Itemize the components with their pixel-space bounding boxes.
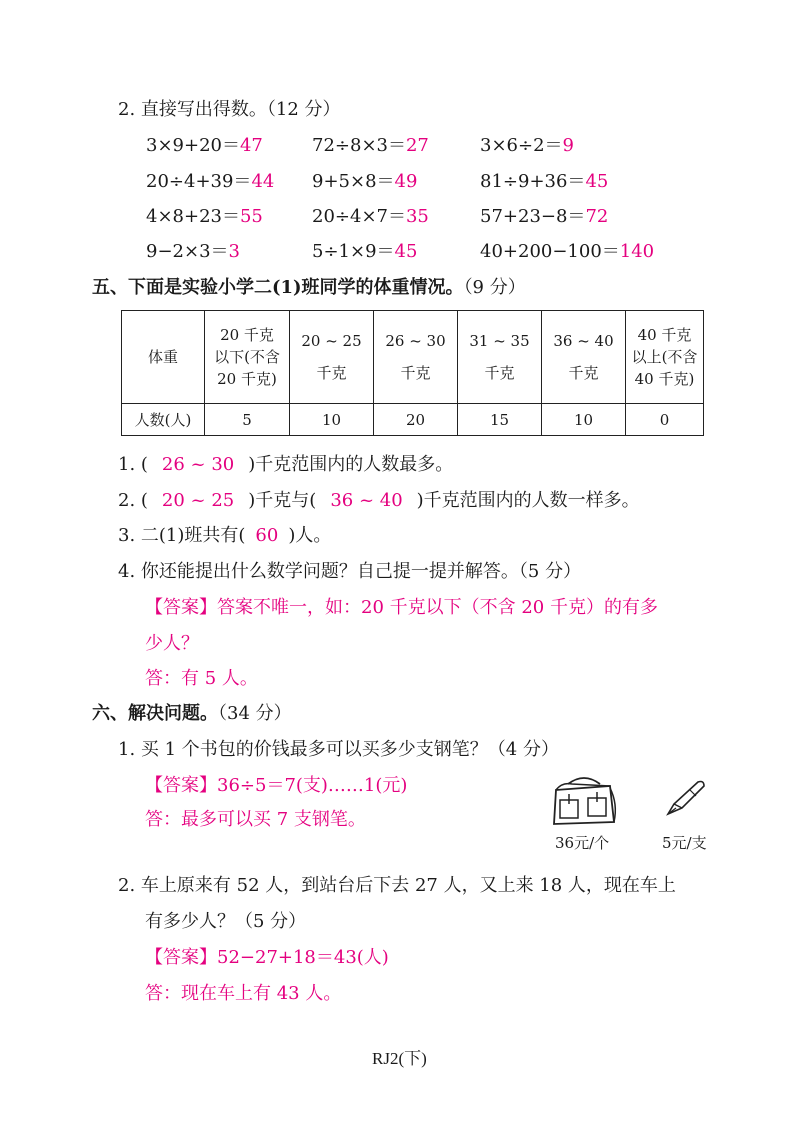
calc-item: 5÷1×9＝45 bbox=[312, 241, 418, 262]
s5-q4-answer-line3: 答：有 5 人。 bbox=[145, 668, 258, 689]
section5-heading: 五、下面是实验小学二(1)班同学的体重情况。（9 分） bbox=[92, 277, 526, 298]
calc-item: 20÷4+39＝44 bbox=[146, 171, 275, 192]
calc-item: 20÷4×7＝35 bbox=[312, 206, 429, 227]
calc-item: 40+200−100＝140 bbox=[480, 241, 655, 262]
table-header-cell: 36 ~ 40 千克 bbox=[542, 311, 626, 404]
pen-icon bbox=[664, 778, 708, 818]
table-header-cell: 40 千克 以上(不含 40 千克) bbox=[626, 311, 704, 404]
s6-q2-answer-line2: 答：现在车上有 43 人。 bbox=[145, 983, 342, 1004]
calc-item: 9−2×3＝3 bbox=[146, 241, 240, 262]
bag-price: 36元/个 bbox=[555, 834, 610, 852]
s5-question-2: 2. ( 20 ~ 25 )千克与( 36 ~ 40 )千克范围内的人数一样多。 bbox=[118, 490, 640, 511]
table-row bbox=[122, 404, 704, 436]
s5-question-1: 1. ( 26 ~ 30 )千克范围内的人数最多。 bbox=[118, 454, 454, 475]
table-cell: 5 bbox=[205, 404, 290, 436]
page-footer: RJ2(下) bbox=[372, 1049, 427, 1068]
s5-question-4: 4. 你还能提出什么数学问题？自己提一提并解答。（5 分） bbox=[118, 561, 582, 582]
calc-item: 9+5×8＝49 bbox=[312, 171, 418, 192]
section6-heading: 六、解决问题。（34 分） bbox=[92, 703, 292, 724]
table-cell: 20 bbox=[374, 404, 458, 436]
s6-question-2-line1: 2. 车上原来有 52 人，到站台后下去 27 人，又上来 18 人，现在车上 bbox=[118, 875, 676, 896]
pen-price: 5元/支 bbox=[662, 834, 707, 852]
s5-q4-answer-line1: 【答案】答案不唯一，如：20 千克以下（不含 20 千克）的有多 bbox=[145, 597, 658, 618]
calc-item: 57+23−8＝72 bbox=[480, 206, 609, 227]
s6-question-1: 1. 买 1 个书包的价钱最多可以买多少支钢笔？（4 分） bbox=[118, 739, 559, 760]
s6-q1-answer-line2: 答：最多可以买 7 支钢笔。 bbox=[145, 809, 366, 830]
table-cell: 15 bbox=[458, 404, 542, 436]
table-cell: 0 bbox=[626, 404, 704, 436]
calc-item: 72÷8×3＝27 bbox=[312, 135, 429, 156]
table-header-cell: 31 ~ 35 千克 bbox=[458, 311, 542, 404]
table-row bbox=[122, 311, 704, 404]
table-row-label: 人数(人) bbox=[122, 404, 205, 436]
table-header-cell: 20 ~ 25 千克 bbox=[290, 311, 374, 404]
s5-question-3: 3. 二(1)班共有( 60 )人。 bbox=[118, 525, 332, 546]
table-row-label: 体重 bbox=[122, 311, 205, 404]
table-cell: 10 bbox=[542, 404, 626, 436]
calc-item: 81÷9+36＝45 bbox=[480, 171, 609, 192]
table-cell: 10 bbox=[290, 404, 374, 436]
table-header-cell: 26 ~ 30 千克 bbox=[374, 311, 458, 404]
calc-item: 4×8+23＝55 bbox=[146, 206, 263, 227]
weight-table bbox=[121, 310, 704, 436]
calc-item: 3×9+20＝47 bbox=[146, 135, 263, 156]
calc-question-title: 2. 直接写出得数。（12 分） bbox=[118, 99, 341, 120]
s6-q2-answer-line1: 【答案】52−27+18＝43(人) bbox=[145, 947, 389, 968]
s5-q4-answer-line2: 少人？ bbox=[145, 633, 199, 654]
s6-q1-answer-line1: 【答案】36÷5＝7(支)……1(元) bbox=[145, 775, 408, 796]
schoolbag-icon bbox=[548, 770, 620, 828]
s6-question-2-line2: 有多少人？（5 分） bbox=[145, 911, 307, 932]
table-header-cell: 20 千克 以下(不含 20 千克) bbox=[205, 311, 290, 404]
calc-item: 3×6÷2＝9 bbox=[480, 135, 574, 156]
